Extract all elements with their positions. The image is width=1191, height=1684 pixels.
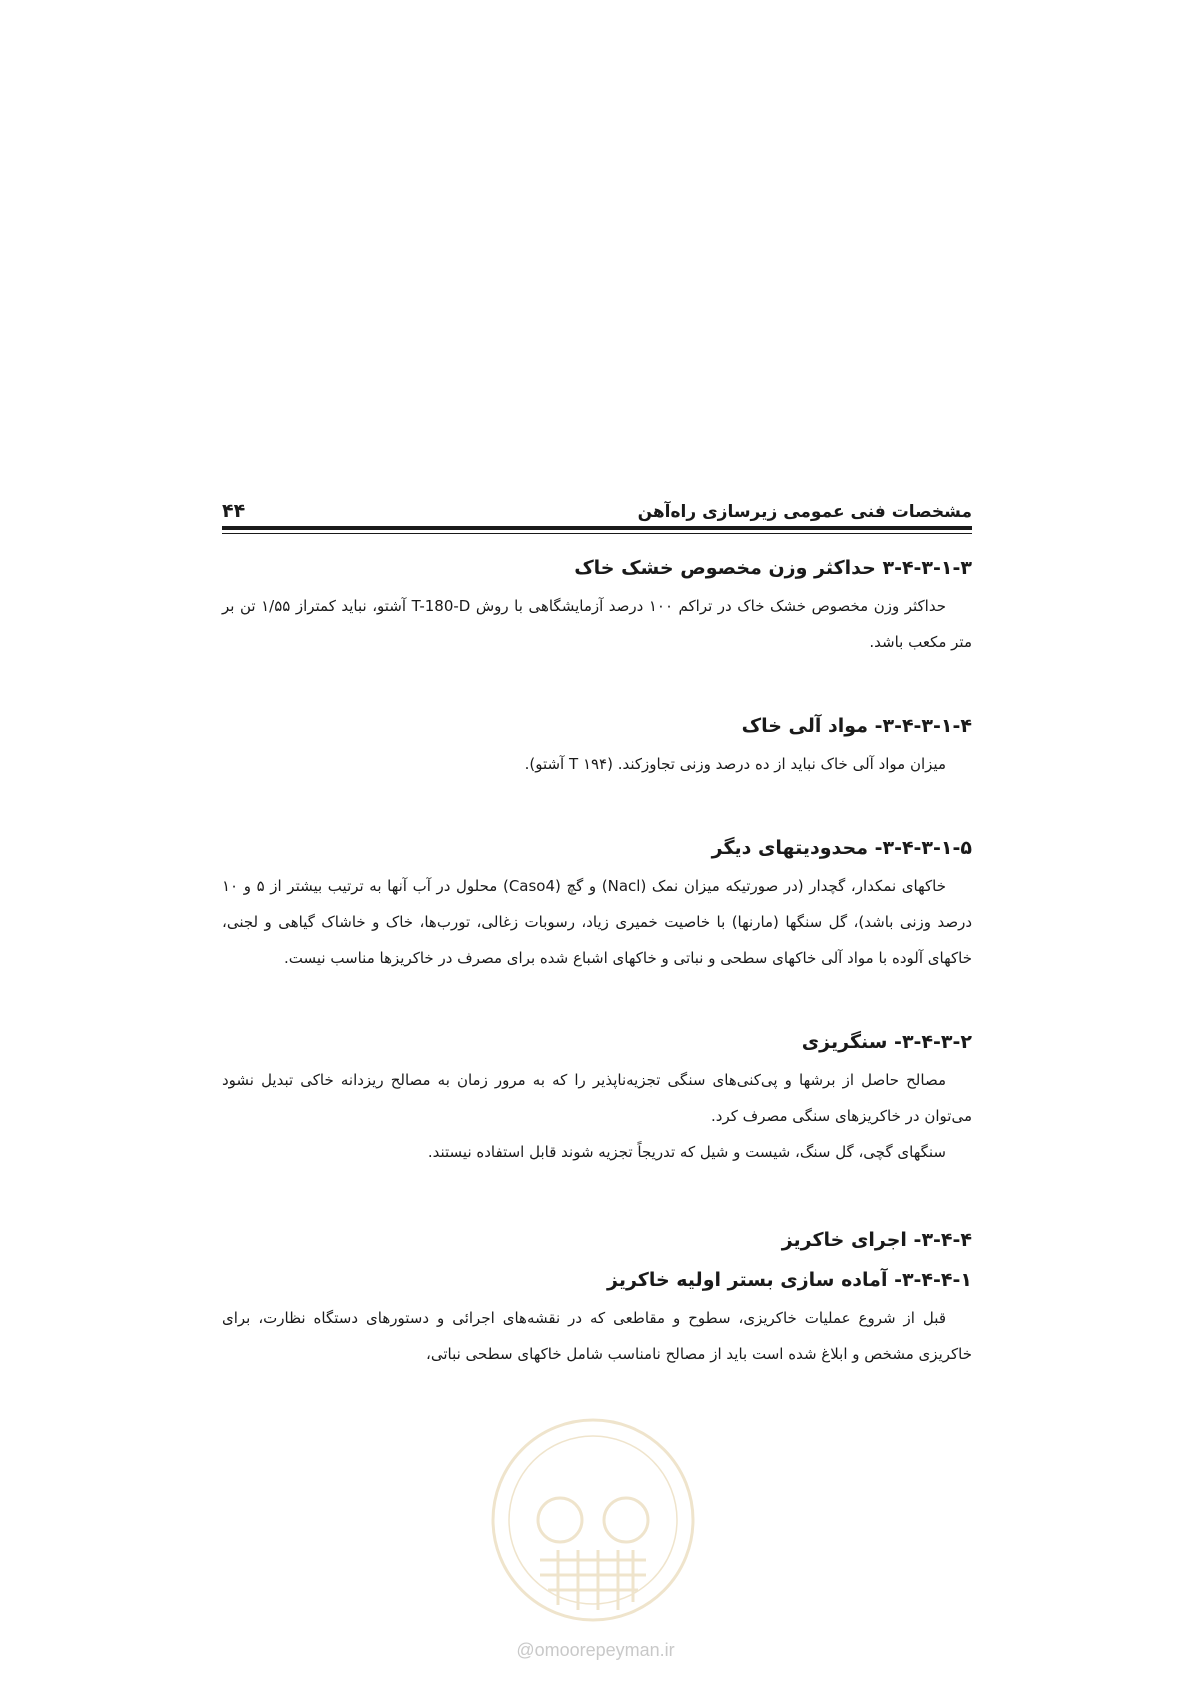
subsection-heading: ۳-۴-۴-۱- آماده سازی بستر اولیه خاکریز bbox=[607, 1269, 972, 1291]
section-heading: ۳-۴-۳-۱-۳ حداکثر وزن مخصوص خشک خاک bbox=[574, 557, 972, 579]
section-heading: ۳-۴-۳-۱-۵- محدودیتهای دیگر bbox=[711, 837, 972, 859]
paragraph: میزان مواد آلی خاک نباید از ده درصد وزنی تجاوزکند. (۱۹۴ T آشتو). bbox=[524, 755, 946, 773]
section-heading: ۳-۴-۴- اجرای خاکریز bbox=[781, 1229, 972, 1251]
header-rule-thin bbox=[222, 533, 972, 534]
paragraph: خاکهای نمکدار، گچدار (در صورتیکه میزان نمک (Nacl) و گچ (Caso4) محلول در آب آنها به ترتیب بیشتر از ۵ و ۱۰ درصد وزنی باشد)، گل سنگها (مارنها) با خاصیت خمیری زیاد، رسوبات زغالی، تورب‌ها، خاک و خاشاک گیاهی و لجنی، خاکهای آلوده با مواد آلی خاکهای سطحی و نباتی و خاکهای اشباع شده برای مصرف در خاکریزها مناسب نیست. bbox=[222, 877, 972, 967]
header-rule-thick bbox=[222, 526, 972, 530]
stamp-logo-watermark bbox=[468, 1410, 718, 1630]
section-heading: ۳-۴-۳-۲- سنگریزی bbox=[801, 1031, 972, 1053]
section-heading: ۳-۴-۳-۱-۴- مواد آلی خاک bbox=[741, 715, 972, 737]
page-number: ۴۴ bbox=[222, 500, 246, 522]
paragraph: قبل از شروع عملیات خاکریزی، سطوح و مقاطعی که در نقشه‌های اجرائی و دستورهای دستگاه نظارت، برای خاکریزی مشخص و ابلاغ شده است باید از مصالح نامناسب شامل خاکهای سطحی نباتی، bbox=[222, 1309, 972, 1363]
at-icon: @ bbox=[516, 1640, 535, 1660]
page-header bbox=[222, 482, 972, 522]
paragraph: حداکثر وزن مخصوص خشک خاک در تراکم ۱۰۰ درصد آزمایشگاهی با روش T-180-D آشتو، نباید کمتراز ۱/۵۵ تن بر متر مکعب باشد. bbox=[222, 597, 972, 651]
body-text bbox=[222, 548, 972, 1372]
paragraph: مصالح حاصل از برشها و پی‌کنی‌های سنگی تجزیه‌ناپذیر را که به مرور زمان به مصالح ریزدانه خاکی تبدیل نشود می‌توان در خاکریزهای سنگی مصرف کرد. bbox=[222, 1071, 972, 1125]
paragraph: سنگهای گچی، گل سنگ، شیست و شیل که تدریجاً تجزیه شوند قابل استفاده نیستند. bbox=[427, 1143, 946, 1161]
watermark-url-text: omoorepeyman.ir bbox=[534, 1640, 675, 1660]
watermark-url bbox=[0, 1640, 1191, 1661]
running-title: مشخصات فنی عمومی زیرسازی راه‌آهن bbox=[637, 502, 972, 522]
